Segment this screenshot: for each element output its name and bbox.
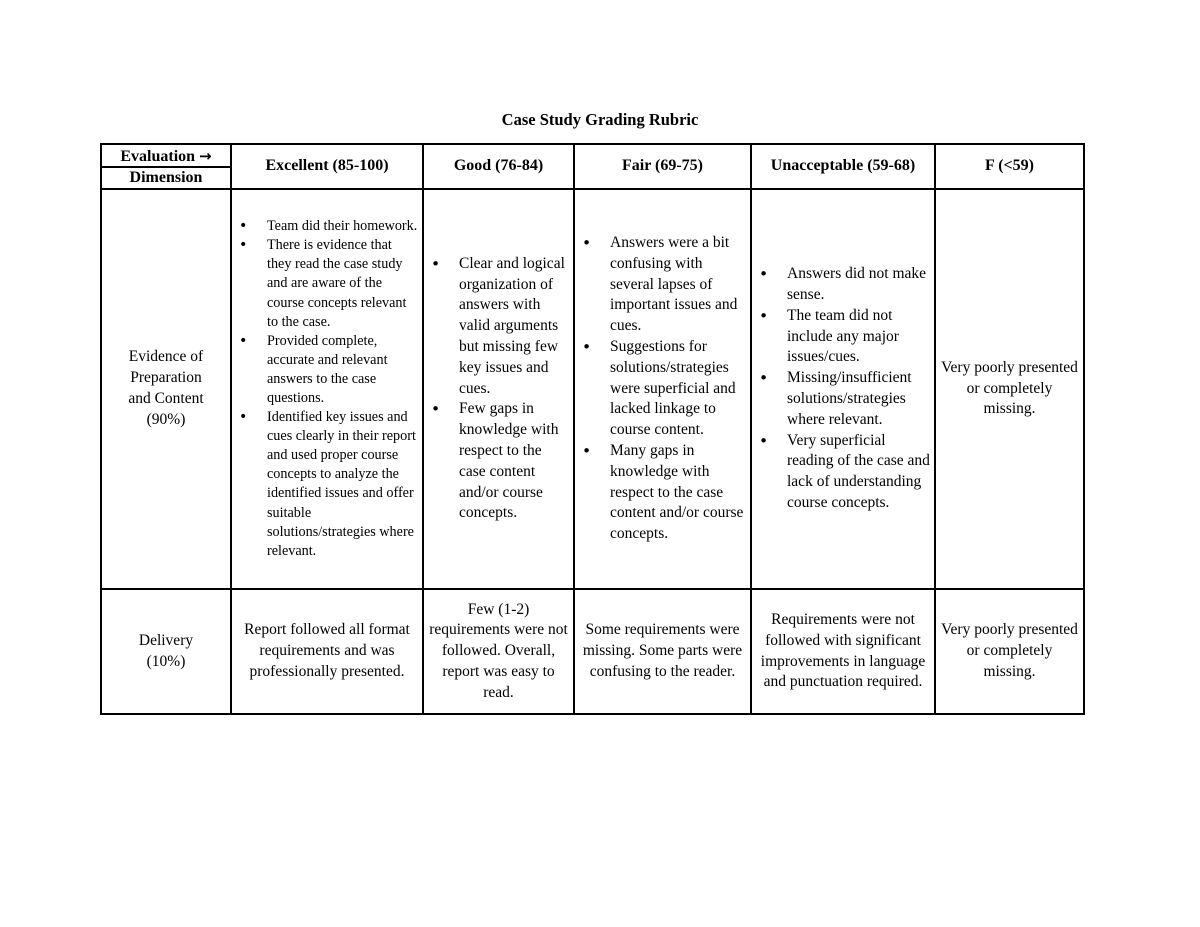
grade-header-good: Good (76-84) [423,144,574,189]
list-item: • Very superficial reading of the case and lack of understanding course concepts. [755,431,931,514]
list-item: • Suggestions for solutions/strategies were superficial and lacked linkage to course content. [578,337,747,441]
criteria-list [755,264,931,514]
list-item: • Many gaps in knowledge with respect to the case content and/or course concepts. [578,441,747,545]
grade-header-excellent: Excellent (85-100) [231,144,423,189]
list-item: • Provided complete, accurate and relevant answers to the case questions. [235,332,419,408]
criteria-cell-fair: Some requirements were missing. Some parts were confusing to the reader. [574,589,751,714]
grade-header-unacceptable: Unacceptable (59-68) [751,144,935,189]
list-item: • Answers were a bit confusing with several lapses of important issues and cues. [578,233,747,337]
list-item: • Identified key issues and cues clearly in their report and used proper course concepts to analyze the identified issues and offer suitable solutions/strategies where relevant. [235,408,419,561]
criteria-cell-excellent [231,189,423,589]
table-row-evidence [101,189,1084,589]
dimension-cell-evidence: Evidence of Preparation and Content (90%) [101,189,231,589]
criteria-cell-unacceptable: Requirements were not followed with significant improvements in language and punctuation required. [751,589,935,714]
page-title: Case Study Grading Rubric [501,110,699,129]
list-item: • The team did not include any major issues/cues. [755,306,931,368]
list-item: • Team did their homework. [235,217,419,236]
evaluation-label: Evaluation → [102,145,230,168]
criteria-cell-f: Very poorly presented or completely missing. [935,189,1084,589]
criteria-cell-excellent: Report followed all format requirements and was professionally presented. [231,589,423,714]
list-item: • There is evidence that they read the case study and are aware of the course concepts relevant to the case. [235,236,419,331]
criteria-list [427,254,570,524]
arrow-right-icon: → [199,147,212,165]
criteria-cell-f: Very poorly presented or completely missing. [935,589,1084,714]
list-item: • Clear and logical organization of answers with valid arguments but missing few key issues and cues. [427,254,570,400]
rubric-table [100,143,1085,715]
criteria-cell-good [423,189,574,589]
list-item: • Answers did not make sense. [755,264,931,306]
criteria-cell-good: Few (1-2) requirements were not followed. Overall, report was easy to read. [423,589,574,714]
grade-header-fair: Fair (69-75) [574,144,751,189]
table-row-delivery [101,589,1084,714]
criteria-cell-fair [574,189,751,589]
criteria-list [578,233,747,545]
dimension-cell-delivery: Delivery (10%) [101,589,231,714]
dimension-label: Dimension [129,169,203,186]
list-item: • Few gaps in knowledge with respect to the case content and/or course concepts. [427,399,570,524]
header-row [101,144,1084,189]
criteria-cell-unacceptable [751,189,935,589]
corner-header-cell [101,144,231,189]
criteria-list [235,217,419,561]
grade-header-f: F (<59) [935,144,1084,189]
list-item: • Missing/insufficient solutions/strategies where relevant. [755,368,931,430]
